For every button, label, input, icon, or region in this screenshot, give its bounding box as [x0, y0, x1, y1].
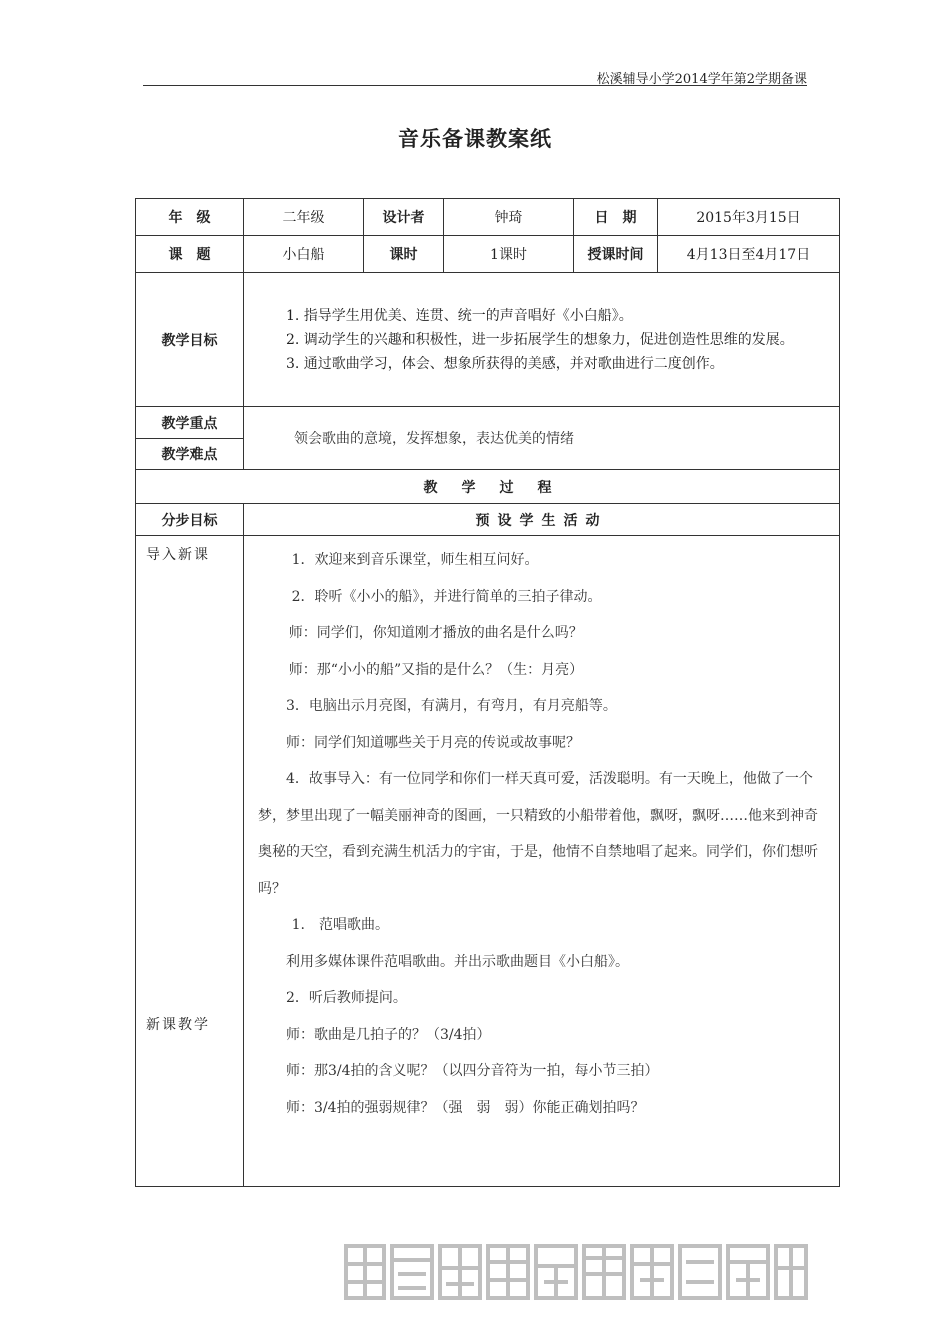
content-line: 师：同学们，你知道刚才播放的曲名是什么吗？	[288, 625, 583, 641]
content-line: 师：那“小小的船”又指的是什么？（生：月亮）	[288, 661, 584, 678]
header-divider	[143, 85, 807, 86]
content-line: 2．听后教师提问。	[286, 990, 407, 1006]
content-line: 师：同学们知道哪些关于月亮的传说或故事呢？	[286, 734, 580, 751]
content-line: 1．欢迎来到音乐课堂，师生相互问好。	[291, 552, 539, 568]
difficulty-label: 教学难点	[136, 439, 244, 470]
focus-text: 领会歌曲的意境，发挥想象，表达优美的情绪	[244, 407, 840, 470]
goal-item: 3. 通过歌曲学习，体会、想象所获得的美感，并对歌曲进行二度创作。	[286, 355, 724, 372]
content-line: 师：3/4拍的强弱规律？（强 弱 弱）你能正确划拍吗？	[286, 1099, 645, 1116]
watermark-seal	[340, 1238, 810, 1308]
process-header: 教学过程	[136, 470, 840, 504]
goals-content	[244, 273, 840, 407]
teach-time-value: 4月13日至4月17日	[658, 236, 840, 273]
topic-label: 课 题	[136, 236, 244, 273]
content-line: 3．电脑出示月亮图，有满月，有弯月，有月亮船等。	[286, 698, 617, 714]
grade-value: 二年级	[244, 199, 364, 236]
page-title: 音乐备课教案纸	[398, 126, 552, 151]
content-line: 师：歌曲是几拍子的？（3/4拍）	[286, 1026, 491, 1043]
activity-content	[244, 536, 840, 1187]
hours-label: 课时	[364, 236, 444, 273]
key-point-label: 教学重点	[136, 407, 244, 439]
content-line: 1. 范唱歌曲。	[291, 917, 389, 933]
content-line: 2．聆听《小小的船》，并进行简单的三拍子律动。	[291, 588, 602, 605]
teach-time-label: 授课时间	[574, 236, 658, 273]
goal-item: 2. 调动学生的兴趣和积极性，进一步拓展学生的想象力，促进创造性思维的发展。	[286, 331, 794, 348]
content-line: 利用多媒体课件范唱歌曲。并出示歌曲题目《小白船》。	[286, 953, 629, 970]
goal-item: 1. 指导学生用优美、连贯、统一的声音唱好《小白船》。	[286, 307, 633, 324]
date-label: 日 期	[574, 199, 658, 236]
lesson-plan-table	[135, 198, 840, 1187]
date-value: 2015年3月15日	[658, 199, 840, 236]
topic-value: 小白船	[244, 236, 364, 273]
step-intro: 导入新课	[146, 547, 210, 563]
goals-label: 教学目标	[136, 273, 244, 407]
content-line: 4．故事导入：有一位同学和你们一样天真可爱，活泼聪明。有一天晚上，他做了一个梦，梦里出现了一幅美丽神奇的图画，一只精致的小船带着他，飘呀，飘呀……他来到神奇奥秘的天空，看到充满生机活力的宇宙，于是，他情不自禁地唱了起来。同学们，你们想听吗？	[258, 771, 818, 897]
step-goals-column	[136, 536, 244, 1187]
designer-label: 设计者	[364, 199, 444, 236]
activity-header: 预设学生活动	[244, 504, 840, 536]
step-new-lesson: 新课教学	[146, 1017, 210, 1033]
grade-label: 年 级	[136, 199, 244, 236]
content-line: 师：那3/4拍的含义呢？（以四分音符为一拍，每小节三拍）	[286, 1063, 659, 1079]
hours-value: 1课时	[444, 236, 574, 273]
designer-value: 钟琦	[444, 199, 574, 236]
step-goal-header: 分步目标	[136, 504, 244, 536]
header-school-term: 松溪辅导小学2014学年第2学期备课	[596, 72, 807, 87]
